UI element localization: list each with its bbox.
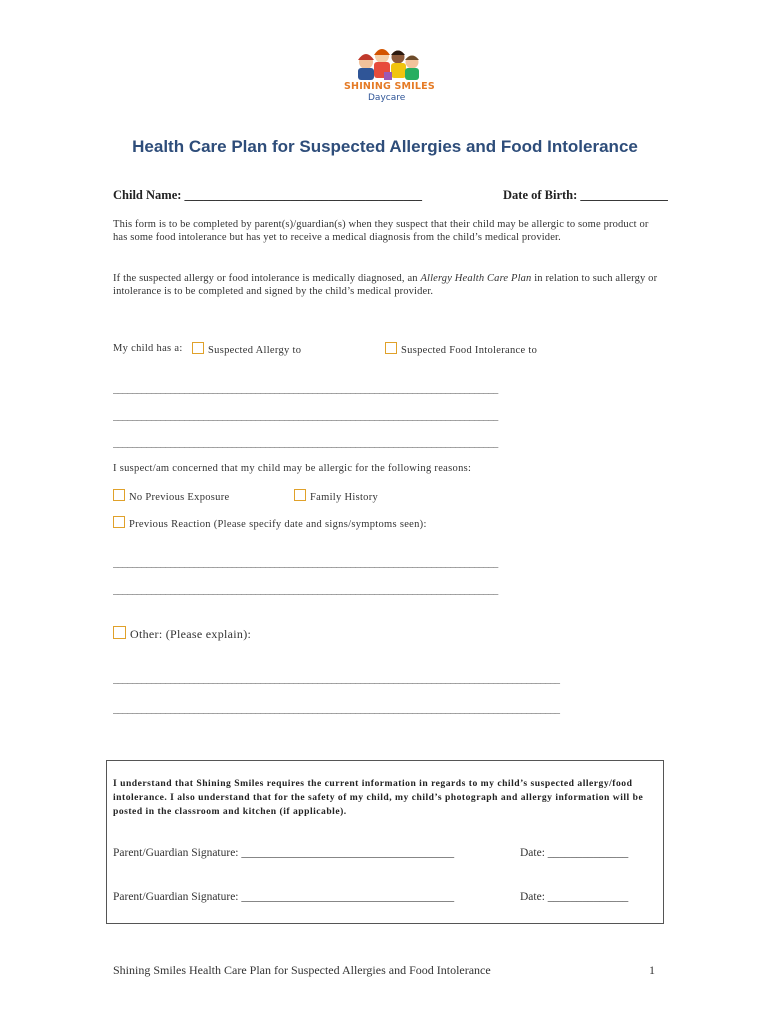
family-history-label: Family History [310,492,379,503]
acknowledgement-text: I understand that Shining Smiles requires the current information in regards to my child’s suspected allergy/food intolerance. I also understand that for the safety of my child, my child’s photograph and allergy information will be posted in the classroom and kitchen (if applicable). [113,778,644,817]
page-title: Health Care Plan for Suspected Allergies and Food Intolerance [132,137,638,156]
no-exposure-label: No Previous Exposure [129,492,230,503]
suspected-intolerance-label: Suspected Food Intolerance to [401,345,538,356]
other-label: Other: (Please explain): [130,627,252,641]
no-exposure-checkbox[interactable] [113,489,125,501]
other-checkbox[interactable] [113,626,126,639]
blank-line[interactable]: ______________________________________________________________________________________________ [113,674,560,685]
suspected-allergy-label: Suspected Allergy to [208,345,302,356]
other-option[interactable] [113,626,251,642]
blank-line[interactable]: _________________________________________________________________________________ [113,585,498,596]
footer-text: Shining Smiles Health Care Plan for Suspected Allergies and Food Intolerance [113,963,491,977]
no-exposure-option[interactable] [113,489,230,503]
blank-line[interactable]: _________________________________________________________________________________ [113,558,498,569]
signature-date-1[interactable]: Date: ______________ [520,847,629,859]
blank-line[interactable]: _________________________________________________________________________________ [113,411,498,422]
suspected-intolerance-option[interactable] [385,342,537,356]
signature-field-2[interactable]: Parent/Guardian Signature: _____________________________________ [113,891,455,903]
logo-subtitle: Daycare [368,93,406,103]
family-history-option[interactable] [294,489,378,503]
suspected-allergy-checkbox[interactable] [192,342,204,354]
suspected-intolerance-checkbox[interactable] [385,342,397,354]
blank-line[interactable]: _________________________________________________________________________________ [113,384,498,395]
family-history-checkbox[interactable] [294,489,306,501]
instructions-paragraph: This form is to be completed by parent(s)/guardian(s) when they suspect that their child may be allergic to some product or has some food intolerance but has yet to receive a medical diagnosis from the child’s medical provider. [113,219,649,244]
child-name-field[interactable]: Child Name: ______________________________________ [113,188,423,202]
signature-field-1[interactable]: Parent/Guardian Signature: _____________________________________ [113,847,455,859]
diagnosis-text-start: If the suspected allergy or food intolerance is medically diagnosed, an [113,273,421,284]
previous-reaction-option[interactable] [113,516,427,530]
previous-reaction-label: Previous Reaction (Please specify date and signs/symptoms seen): [129,519,427,530]
diagnosis-text-end: in relation to such allergy or intolerance is to be completed and signed by the child’s medical provider. [113,273,658,298]
blank-line[interactable]: _________________________________________________________________________________ [113,438,498,449]
daycare-logo [338,40,438,110]
date-of-birth-field[interactable]: Date of Birth: ______________ [503,188,668,202]
children-illustration-icon [338,40,438,84]
signature-date-2[interactable]: Date: ______________ [520,891,629,903]
diagnosis-paragraph [113,272,663,299]
reasons-label: I suspect/am concerned that my child may be allergic for the following reasons: [113,463,472,474]
page-number: 1 [649,963,655,977]
previous-reaction-checkbox[interactable] [113,516,125,528]
my-child-has-label: My child has a: [113,343,183,354]
suspected-allergy-option[interactable] [192,342,301,356]
logo-name: SHINING SMILES [344,81,435,92]
allergy-plan-reference: Allergy Health Care Plan [420,273,532,284]
blank-line[interactable]: ______________________________________________________________________________________________ [113,704,560,715]
